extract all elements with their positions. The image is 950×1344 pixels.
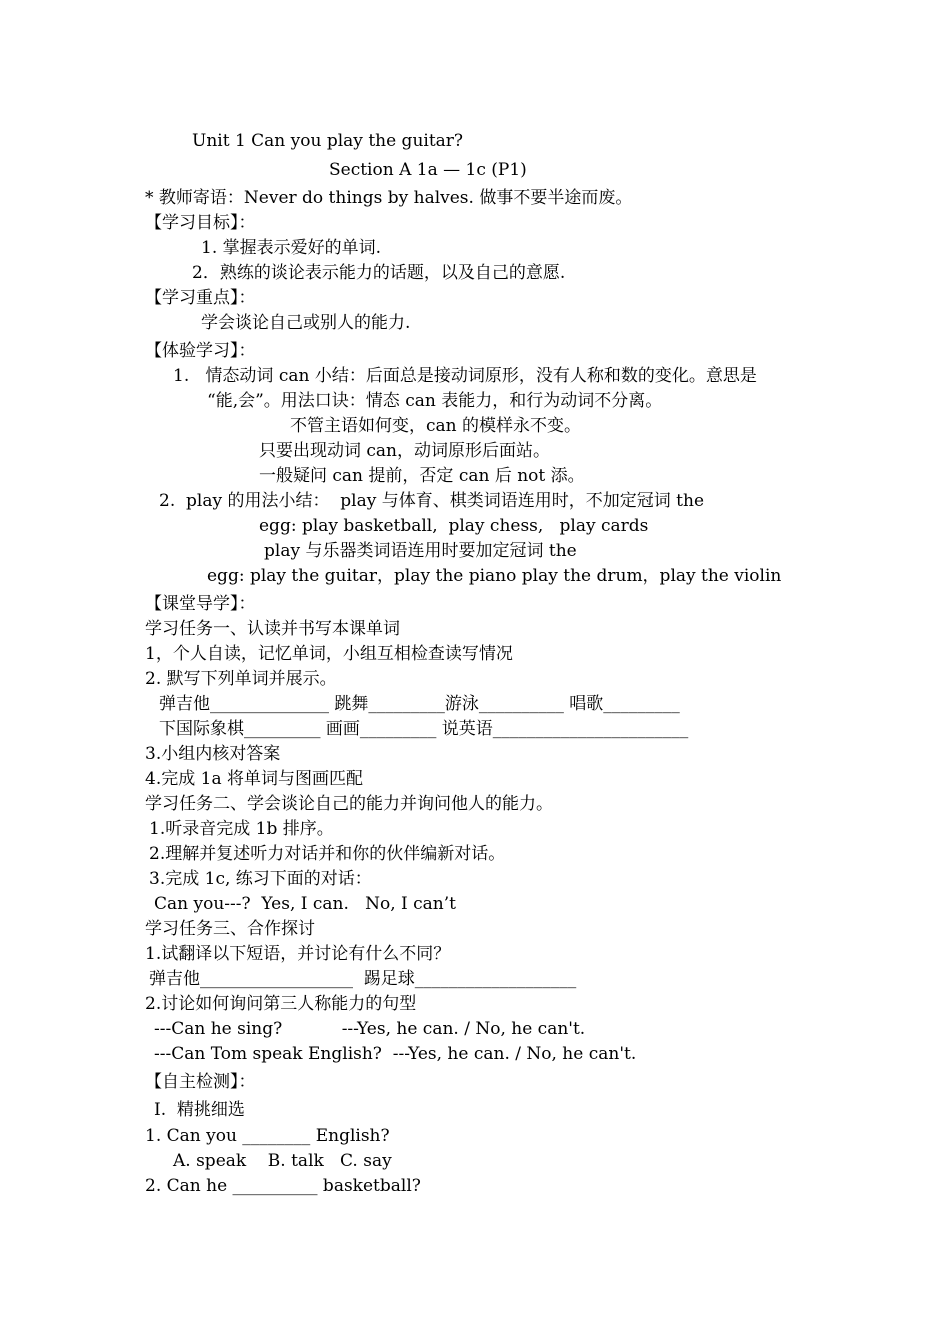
guide-line: 1.试翻译以下短语，并讨论有什么不同？ — [145, 944, 451, 964]
objectives-heading: 【学习目标】： — [145, 213, 256, 233]
guide-line: 2.理解并复述听力对话并和你的伙伴编新对话。 — [149, 844, 506, 864]
self-test-line: A. speak B. talk C. say — [173, 1151, 392, 1171]
experience-line: 1. 情态动词 can 小结：后面总是接动词原形，没有人称和数的变化。意思是 — [173, 366, 757, 386]
self-test-line: 2. Can he __________ basketball? — [145, 1176, 421, 1196]
key-points-text: 学会谈论自己或别人的能力. — [201, 313, 411, 333]
guide-line: ---Can he sing? ---Yes, he can. / No, he can't. — [154, 1019, 586, 1039]
experience-line: 2. play 的用法小结： play 与体育、棋类词语连用时，不加定冠词 the — [159, 491, 705, 511]
guide-line: 3.完成 1c, 练习下面的对话： — [149, 869, 372, 889]
guide-line: 学习任务二、学会谈论自己的能力并询问他人的能力。 — [145, 794, 553, 814]
guide-line: 下国际象棋_________ 画画_________ 说英语_______________________ — [159, 719, 689, 739]
guide-line: 学习任务一、认读并书写本课单词 — [145, 619, 400, 639]
guide-line: 弹吉他______________ 跳舞_________游泳__________ 唱歌_________ — [159, 694, 680, 714]
guide-line: 2. 默写下列单词并展示。 — [145, 669, 337, 689]
guide-line: 学习任务三、合作探讨 — [145, 919, 315, 939]
guide-line: 弹吉他__________________ 踢足球___________________ — [149, 969, 577, 989]
teacher-motto: * 教师寄语：Never do things by halves. 做事不要半途而废。 — [145, 188, 633, 208]
objective-item: 2．熟练的谈论表示能力的话题，以及自己的意愿. — [192, 263, 566, 283]
experience-line: egg: play basketball, play chess, play cards — [259, 516, 649, 536]
key-points-heading: 【学习重点】： — [145, 288, 256, 308]
experience-line: “能,会”。用法口诀：情态 can 表能力，和行为动词不分离。 — [207, 391, 663, 411]
guide-heading: 【课堂导学】： — [145, 594, 256, 614]
experience-line: 一般疑问 can 提前，否定 can 后 not 添。 — [259, 466, 585, 486]
self-test-heading: 【自主检测】： — [145, 1072, 256, 1092]
guide-line: ---Can Tom speak English? ---Yes, he can. / No, he can't. — [154, 1044, 637, 1064]
guide-line: 4.完成 1a 将单词与图画匹配 — [145, 769, 363, 789]
guide-line: 2.讨论如何询问第三人称能力的句型 — [145, 994, 417, 1014]
experience-line: 只要出现动词 can，动词原形后面站。 — [259, 441, 551, 461]
self-test-line: I. 精挑细选 — [154, 1100, 245, 1120]
experience-line: egg: play the guitar，play the piano play the drum，play the violin — [207, 566, 782, 586]
guide-line: Can you---? Yes, I can. No, I can’t — [154, 894, 456, 914]
guide-line: 1，个人自读，记忆单词，小组互相检查读写情况 — [145, 644, 513, 664]
unit-title: Unit 1 Can you play the guitar? — [192, 131, 464, 151]
experience-line: 不管主语如何变，can 的模样永不变。 — [290, 416, 582, 436]
self-test-line: 1. Can you ________ English? — [145, 1126, 390, 1146]
section-title: Section A 1a — 1c (P1) — [329, 160, 527, 180]
objective-item: 1. 掌握表示爱好的单词. — [201, 238, 382, 258]
guide-line: 3.小组内核对答案 — [145, 744, 281, 764]
experience-line: play 与乐器类词语连用时要加定冠词 the — [264, 541, 577, 561]
experience-heading: 【体验学习】： — [145, 341, 256, 361]
guide-line: 1.听录音完成 1b 排序。 — [149, 819, 334, 839]
